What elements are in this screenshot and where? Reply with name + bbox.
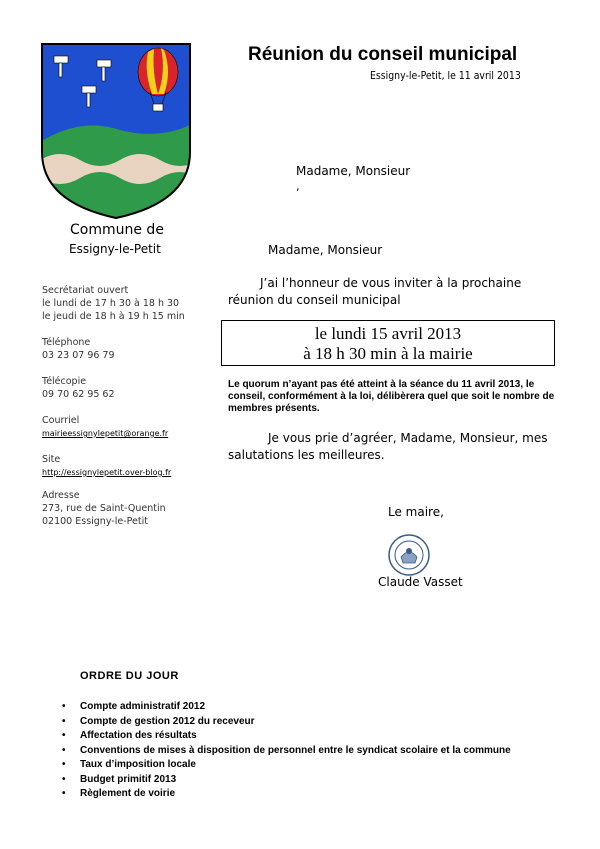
address-street: 273, rue de Saint-Quentin xyxy=(42,503,166,514)
address-block xyxy=(42,489,166,528)
addressee-blank-line: , xyxy=(296,180,300,193)
list-item: • Budget primitif 2013 xyxy=(60,773,511,788)
site-block xyxy=(42,453,171,479)
commune-label: Commune de xyxy=(70,222,164,238)
place-date: Essigny-le-Petit, le 11 avril 2013 xyxy=(370,69,521,82)
secretariat-hours-1: le lundi de 17 h 30 à 18 h 30 xyxy=(42,298,180,309)
phone-block xyxy=(42,336,115,362)
agenda-list xyxy=(60,700,511,802)
list-item: • Compte de gestion 2012 du receveur xyxy=(60,715,511,730)
signoff: Le maire, xyxy=(388,505,444,519)
signer-name: Claude Vasset xyxy=(378,575,463,589)
site-link[interactable]: http://essignylepetit.over-blog.fr xyxy=(42,468,172,477)
secretariat-block xyxy=(42,284,185,323)
greeting: Madame, Monsieur xyxy=(268,243,383,257)
secretariat-hours-2: le jeudi de 18 h à 19 h 15 min xyxy=(42,311,185,322)
commune-name: Essigny-le-Petit xyxy=(69,242,161,256)
meeting-date: le lundi 15 avril 2013 xyxy=(314,324,462,343)
fax-label: Télécopie xyxy=(42,376,87,387)
secretariat-title: Secrétariat ouvert xyxy=(42,285,129,296)
email-label: Courriel xyxy=(42,415,80,426)
address-label: Adresse xyxy=(42,490,80,501)
list-item: • Règlement de voirie xyxy=(60,787,511,802)
site-label: Site xyxy=(42,454,61,465)
email-link[interactable]: mairieessignylepetit@orange.fr xyxy=(42,429,169,438)
phone-number: 03 23 07 96 79 xyxy=(42,350,115,361)
email-block xyxy=(42,414,168,440)
quorum-notice: Le quorum n’ayant pas été atteint à la séance du 11 avril 2013, le conseil, conformément à la loi, délibèrera quel que soit le nombre de membres présents. xyxy=(228,379,555,414)
list-item: • Taux d’imposition locale xyxy=(60,758,511,773)
fax-number: 09 70 62 95 62 xyxy=(42,389,115,400)
coat-of-arms-logo xyxy=(40,42,192,220)
fax-block xyxy=(42,375,115,401)
meeting-box xyxy=(221,320,555,366)
list-item: • Compte administratif 2012 xyxy=(60,700,511,715)
addressee-line: Madame, Monsieur xyxy=(296,164,411,178)
closing-paragraph: Je vous prie d’agréer, Madame, Monsieur, mes salutations les meilleures. xyxy=(228,431,548,462)
list-item: • Affectation des résultats xyxy=(60,729,511,744)
document-title: Réunion du conseil municipal xyxy=(248,44,518,65)
address-city: 02100 Essigny-le-Petit xyxy=(42,516,148,527)
agenda-title: ORDRE DU JOUR xyxy=(80,670,179,682)
mayor-seal-stamp xyxy=(387,533,431,577)
meeting-time-place: à 18 h 30 min à la mairie xyxy=(303,344,473,363)
list-item: • Conventions de mises à disposition de personnel entre le syndicat scolaire et la commune xyxy=(60,744,511,759)
invitation-paragraph: J’ai l’honneur de vous inviter à la prochaine réunion du conseil municipal xyxy=(228,276,522,307)
phone-label: Téléphone xyxy=(42,337,91,348)
